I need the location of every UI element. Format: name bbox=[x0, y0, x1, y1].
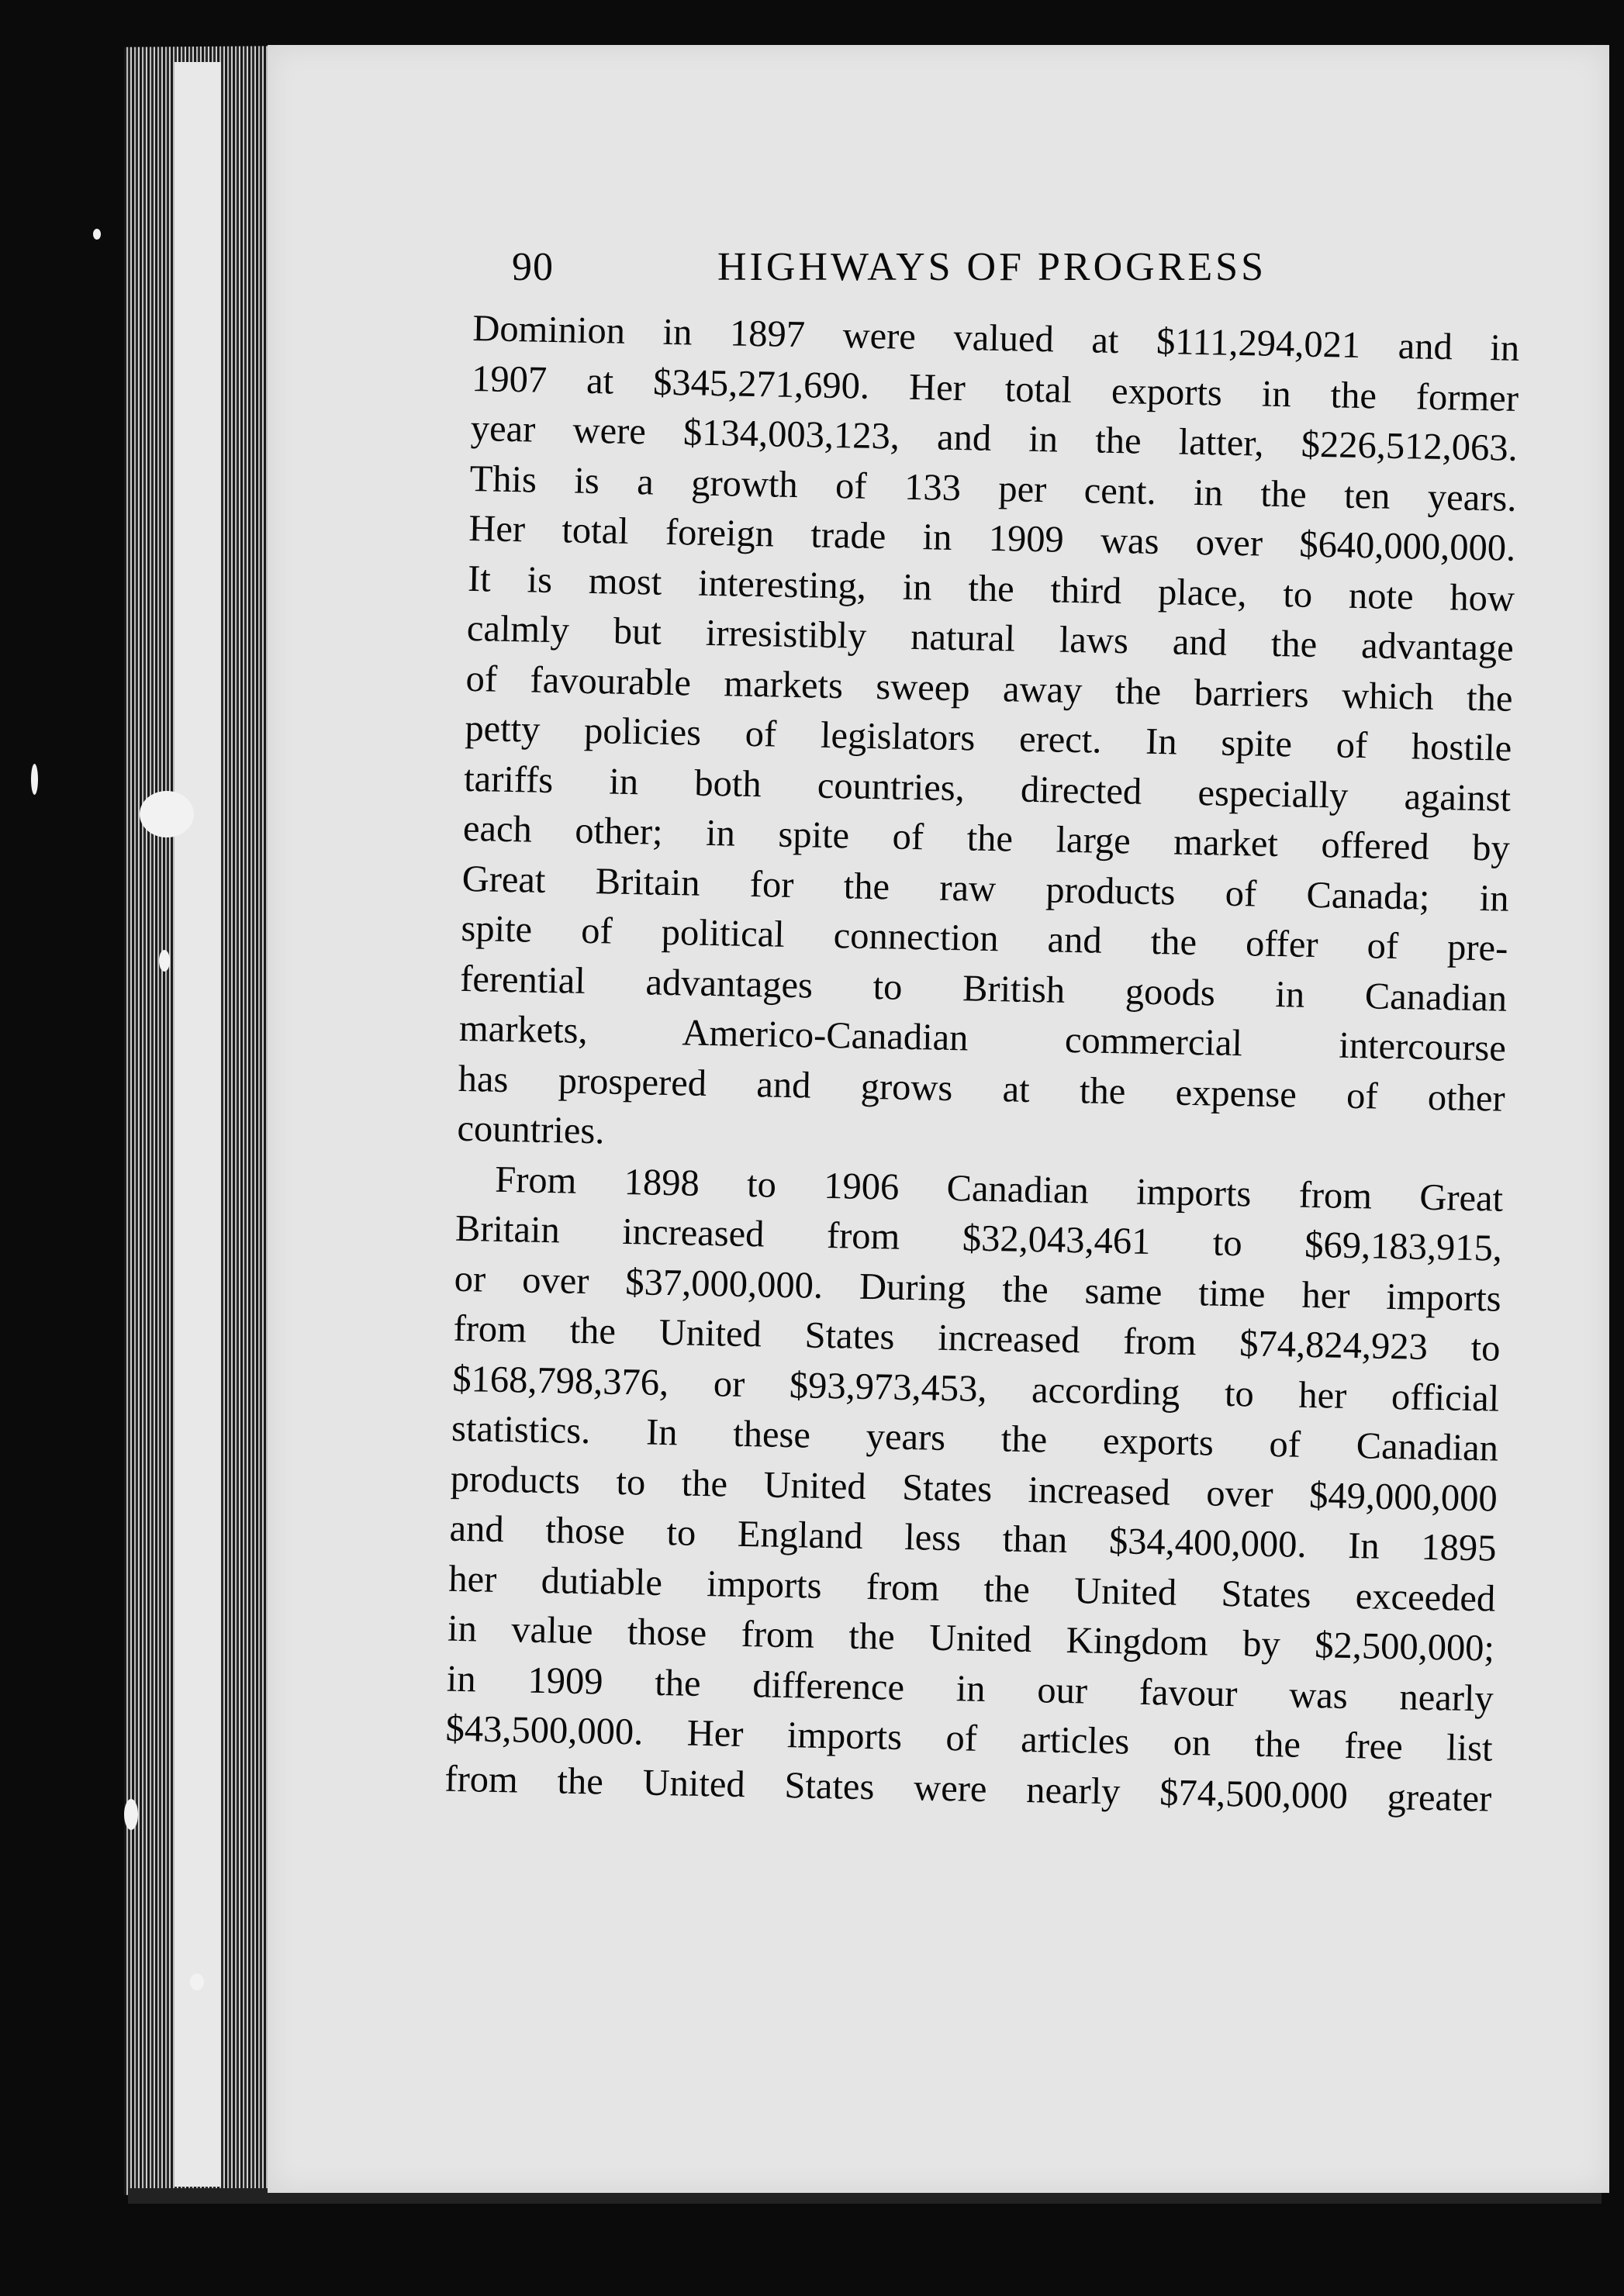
text-line: each other; in spite of the large market offered by bbox=[462, 807, 1511, 869]
book-page-edge-highlight bbox=[174, 62, 221, 2187]
text-line: It is most interesting, in the third place, to note how bbox=[467, 558, 1515, 620]
text-line: markets, Americo-Canadian commercial intercourse bbox=[458, 1007, 1507, 1069]
text-line: From 1898 to 1906 Canadian imports from Great bbox=[494, 1158, 1504, 1220]
text-line: calmly but irresistibly natural laws and the advantage bbox=[466, 607, 1515, 669]
text-line: has prospered and grows at the expense of other bbox=[458, 1058, 1506, 1120]
text-line: and those to England less than $34,400,000. In 1895 bbox=[449, 1507, 1497, 1569]
text-line: countries. bbox=[457, 1107, 605, 1152]
scan-speck bbox=[124, 1799, 138, 1830]
text-line: petty policies of legislators erect. In spite of hostile bbox=[464, 707, 1512, 769]
running-head bbox=[512, 233, 1357, 302]
page-number: 90 bbox=[512, 245, 554, 289]
text-line: from the United States were nearly $74,500,000 greater bbox=[444, 1758, 1492, 1820]
text-line: ferential advantages to British goods in Canadian bbox=[459, 958, 1508, 1020]
text-line: 1907 at $345,271,690. Her total exports in the former bbox=[471, 357, 1519, 419]
text-line: or over $37,000,000. During the same time her imports bbox=[454, 1258, 1502, 1320]
text-line: in value those from the United Kingdom by $2,500,000; bbox=[447, 1607, 1495, 1669]
scan-speck bbox=[190, 1973, 204, 1990]
text-line: spite of political connection and the offer of pre- bbox=[461, 907, 1508, 969]
text-line: in 1909 the difference in our favour was nearly bbox=[446, 1658, 1494, 1720]
scan-speck bbox=[159, 950, 170, 972]
text-line: Britain increased from $32,043,461 to $69,183,915, bbox=[454, 1207, 1503, 1269]
text-line: $168,798,376, or $93,973,453, according to her official bbox=[451, 1358, 1500, 1420]
scan-speck bbox=[31, 764, 38, 795]
body-text bbox=[444, 304, 1520, 1825]
text-line: tariffs in both countries, directed especially against bbox=[463, 758, 1512, 820]
text-line: products to the United States increased over $49,000,000 bbox=[450, 1458, 1498, 1520]
text-line: This is a growth of 133 per cent. in the ten years. bbox=[469, 457, 1517, 520]
scan-speck bbox=[93, 229, 101, 240]
text-line: her dutiable imports from the United States exceeded bbox=[447, 1558, 1496, 1620]
text-line: from the United States increased from $74,824,923 to bbox=[453, 1307, 1501, 1369]
text-line: $43,500,000. Her imports of articles on the free list bbox=[445, 1707, 1493, 1769]
text-line: statistics. In these years the exports of Canadian bbox=[451, 1407, 1499, 1469]
text-line: Dominion in 1897 were valued at $111,294,021 and in bbox=[472, 307, 1520, 369]
running-title: HIGHWAYS OF PROGRESS bbox=[717, 245, 1267, 289]
text-line: of favourable markets sweep away the barriers which the bbox=[465, 658, 1513, 720]
text-line: year were $134,003,123, and in the latter, $226,512,063. bbox=[470, 407, 1519, 469]
scan-speck bbox=[140, 791, 194, 837]
text-line: Her total foreign trade in 1909 was over $640,000,000. bbox=[468, 507, 1516, 569]
text-line: Great Britain for the raw products of Canada; in bbox=[461, 858, 1510, 920]
